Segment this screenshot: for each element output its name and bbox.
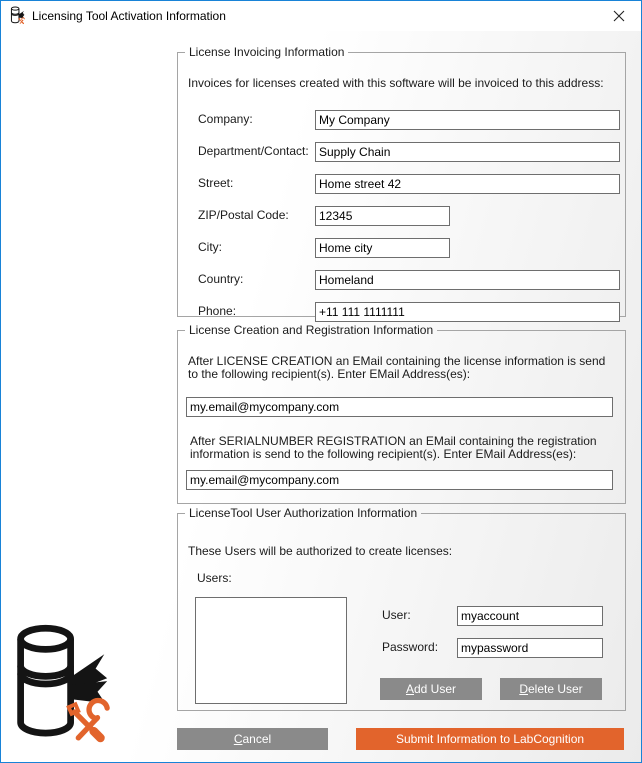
invoicing-group bbox=[177, 45, 626, 317]
phone-label: Phone: bbox=[198, 304, 237, 318]
close-icon[interactable] bbox=[596, 1, 641, 31]
authorization-intro: These Users will be authorized to create licenses: bbox=[188, 544, 453, 558]
delete-user-button[interactable]: Delete User bbox=[500, 678, 602, 700]
license-tool-logo-icon bbox=[11, 623, 111, 750]
user-input[interactable] bbox=[457, 606, 603, 626]
department-contact-input[interactable] bbox=[315, 142, 620, 162]
invoicing-legend: License Invoicing Information bbox=[189, 45, 345, 59]
authorization-legend: LicenseTool User Authorization Information bbox=[189, 506, 418, 520]
creation-note: After LICENSE CREATION an EMail containing the license information is send to the following recipient(s). Enter EMail Address(es): bbox=[188, 354, 606, 381]
department-contact-label: Department/Contact: bbox=[198, 144, 309, 158]
user-label: User: bbox=[382, 608, 411, 622]
dialog-body bbox=[1, 31, 641, 762]
creation-email-input[interactable] bbox=[186, 397, 613, 417]
window-title: Licensing Tool Activation Information bbox=[32, 9, 226, 23]
company-label: Company: bbox=[198, 112, 253, 126]
registration-group bbox=[177, 323, 626, 504]
zip-postal-code-label: ZIP/Postal Code: bbox=[198, 208, 289, 222]
registration-note: After SERIALNUMBER REGISTRATION an EMail containing the registration information is send to the following recipient(s). Enter EMail Address(es): bbox=[190, 434, 597, 461]
city-input[interactable] bbox=[315, 238, 450, 258]
registration-email-input[interactable] bbox=[186, 470, 613, 490]
app-icon bbox=[10, 6, 25, 28]
city-label: City: bbox=[198, 240, 222, 254]
titlebar bbox=[1, 1, 641, 31]
users-label: Users: bbox=[197, 571, 232, 585]
street-label: Street: bbox=[198, 176, 234, 190]
phone-input[interactable] bbox=[315, 302, 620, 322]
street-input[interactable] bbox=[315, 174, 620, 194]
authorization-group bbox=[177, 506, 626, 711]
add-user-button[interactable]: Add User bbox=[380, 678, 482, 700]
users-listbox[interactable] bbox=[195, 597, 347, 704]
cancel-button[interactable]: Cancel bbox=[177, 728, 328, 750]
registration-legend: License Creation and Registration Information bbox=[189, 323, 434, 337]
invoicing-intro: Invoices for licenses created with this software will be invoiced to this address: bbox=[188, 76, 604, 90]
company-input[interactable] bbox=[315, 110, 620, 130]
country-input[interactable] bbox=[315, 270, 620, 290]
zip-postal-code-input[interactable] bbox=[315, 206, 450, 226]
password-label: Password: bbox=[382, 640, 439, 654]
submit-button[interactable]: Submit Information to LabCognition bbox=[356, 728, 624, 750]
country-label: Country: bbox=[198, 272, 244, 286]
password-input[interactable] bbox=[457, 638, 603, 658]
